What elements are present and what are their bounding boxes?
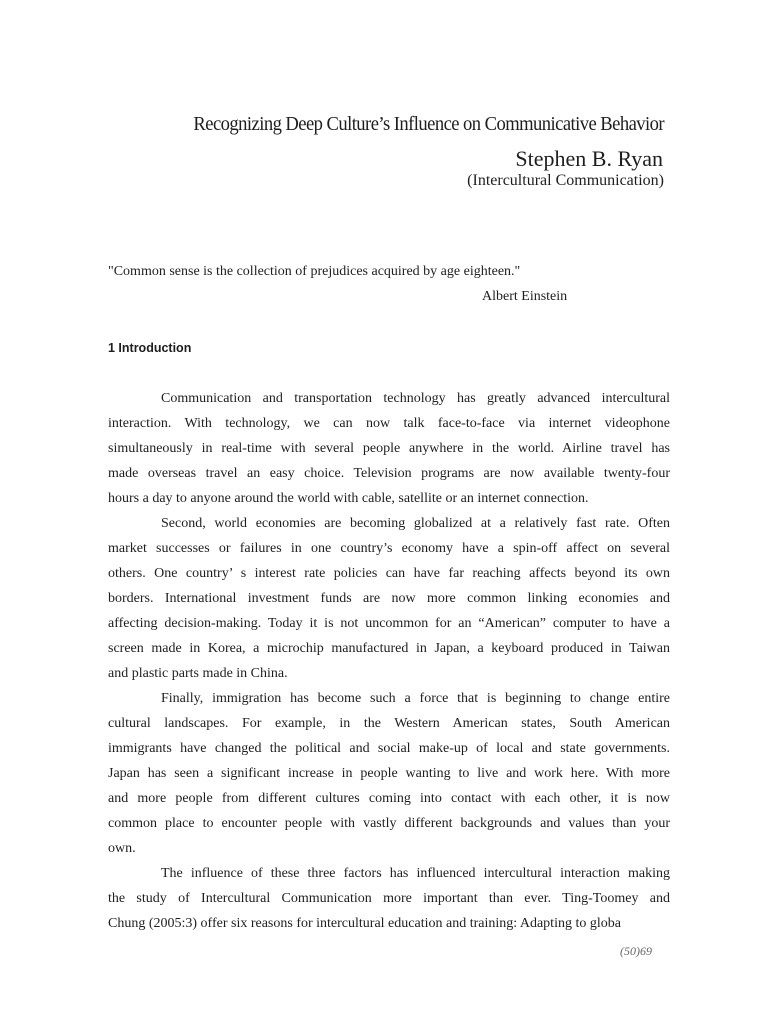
text-line: hours a day to anyone around the world with cable, satellite or an internet connection. [108, 491, 589, 506]
section-heading: 1 Introduction [108, 341, 192, 355]
epigraph-attribution: Albert Einstein [482, 289, 568, 304]
paper-title: Recognizing Deep Culture’s Influence on Communicative Behavior [193, 113, 664, 135]
text-line: simultaneously in real-time with several people anywhere in the world. Airline travel has [108, 441, 670, 456]
text-line: Japan has seen a significant increase in people wanting to live and work here. With more [108, 766, 670, 781]
text-line: the study of Intercultural Communication more important than ever. Ting-Toomey and [108, 891, 670, 906]
text-line: own. [108, 841, 136, 856]
text-line: and more people from different cultures coming into contact with each other, it is now [108, 791, 670, 806]
author-name: Stephen B. Ryan [515, 146, 663, 171]
text-line: and plastic parts made in China. [108, 666, 288, 681]
text-line: others. One country’ s interest rate policies can have far reaching affects beyond its own [108, 566, 670, 581]
text-line: Chung (2005:3) offer six reasons for intercultural education and training: Adapting to globa [108, 916, 621, 931]
text-line: made overseas travel an easy choice. Television programs are now available twenty-four [108, 466, 670, 481]
text-line: Communication and transportation technology has greatly advanced intercultural [161, 391, 670, 406]
text-line: borders. International investment funds are now more common linking economies and [108, 591, 670, 606]
text-line: immigrants have changed the political and social make-up of local and state governments. [108, 741, 670, 756]
epigraph-quote: "Common sense is the collection of prejudices acquired by age eighteen." [108, 264, 521, 279]
text-line: cultural landscapes. For example, in the Western American states, South American [108, 716, 670, 731]
page-number: (50)69 [620, 944, 652, 958]
text-line: affecting decision-making. Today it is not uncommon for an “American” computer to have a [108, 616, 670, 631]
text-line: Second, world economies are becoming globalized at a relatively fast rate. Often [161, 516, 670, 531]
text-line: interaction. With technology, we can now talk face-to-face via internet videophone [108, 416, 670, 431]
text-line: common place to encounter people with vastly different backgrounds and values than your [108, 816, 670, 831]
text-line: screen made in Korea, a microchip manufactured in Japan, a keyboard produced in Taiwan [108, 641, 670, 656]
text-line: The influence of these three factors has influenced intercultural interaction making [161, 866, 670, 881]
body-text [108, 386, 670, 936]
text-line: market successes or failures in one country’s economy have a spin-off affect on several [108, 541, 670, 556]
text-line: Finally, immigration has become such a force that is beginning to change entire [161, 691, 670, 706]
author-affiliation: (Intercultural Communication) [467, 172, 664, 189]
